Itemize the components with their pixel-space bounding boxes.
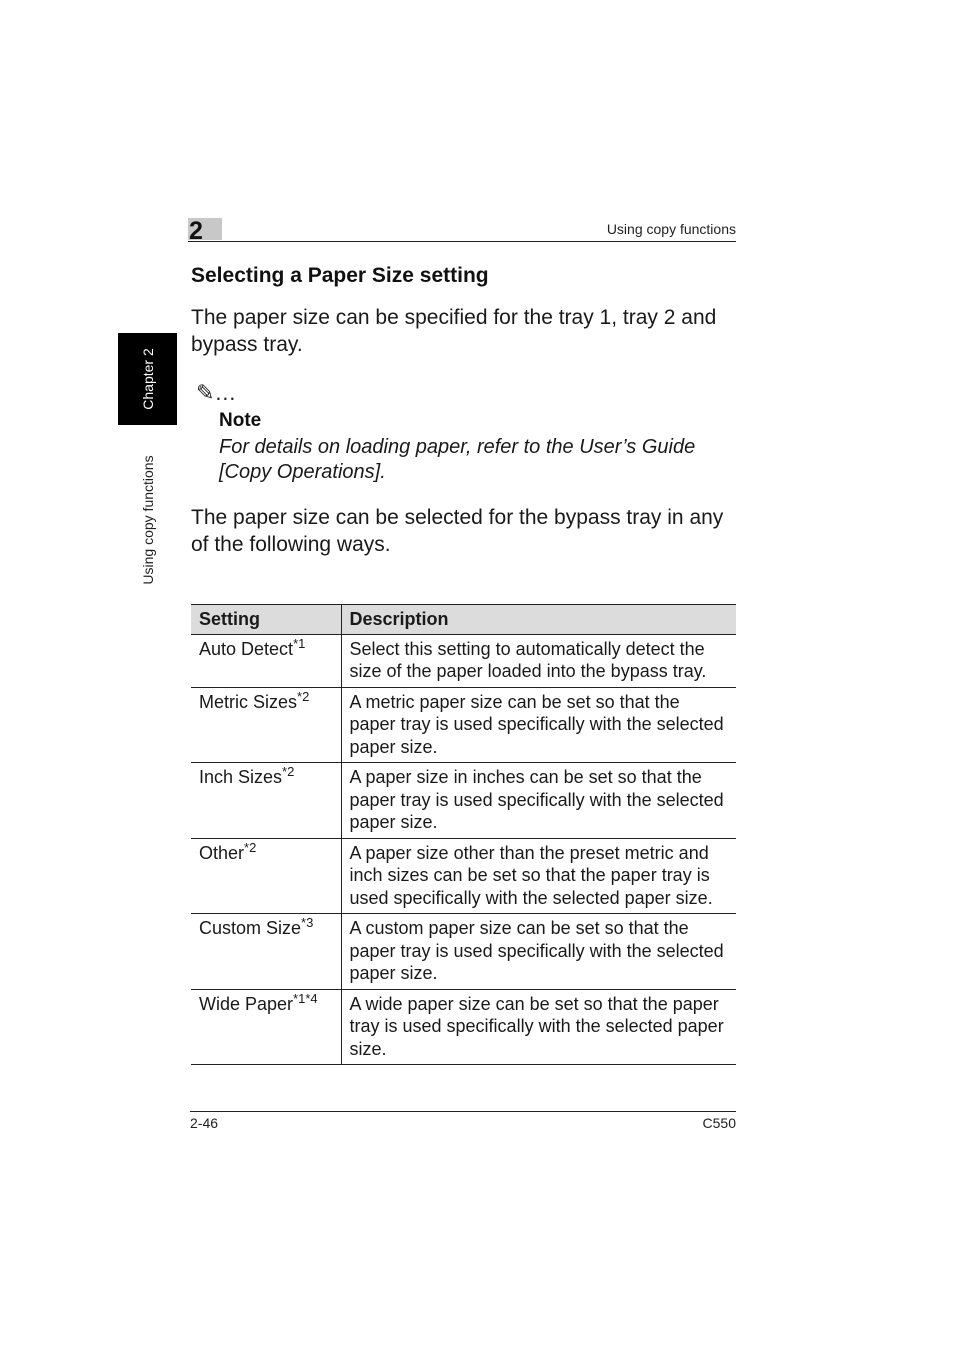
setting-name: Custom Size	[199, 918, 302, 938]
description-cell: A custom paper size can be set so that the paper tray is used specifically with the selected paper size.	[341, 914, 736, 990]
setting-name: Metric Sizes	[199, 691, 298, 712]
footnote-mark: *1	[293, 635, 306, 651]
header-rule	[188, 241, 736, 242]
model-name: C550	[702, 1115, 736, 1131]
column-header-description: Description	[341, 605, 736, 635]
footnote-mark: *2	[297, 688, 310, 704]
section-side-label: Using copy functions	[139, 455, 156, 585]
description-cell: A paper size in inches can be set so that the paper tray is used specifically with the selected paper size.	[341, 763, 736, 839]
description-cell: A metric paper size can be set so that the paper tray is used specifically with the selected paper size.	[341, 687, 736, 763]
footnote-mark: *1*4	[293, 990, 318, 1006]
column-header-setting: Setting	[191, 605, 341, 635]
table-row	[191, 838, 736, 914]
setting-name: Auto Detect	[199, 638, 294, 659]
table-row	[191, 634, 736, 687]
description-cell: A paper size other than the preset metric and inch sizes can be set so that the paper tray is used specifically with the selected paper size.	[341, 838, 736, 914]
table-header-row	[191, 605, 736, 635]
setting-name: Wide Paper	[199, 993, 294, 1014]
note-label: Note	[219, 410, 262, 431]
setting-cell	[191, 763, 341, 839]
table-row	[191, 914, 736, 990]
section-title: Selecting a Paper Size setting	[191, 264, 489, 287]
footer-rule	[190, 1111, 736, 1112]
setting-cell	[191, 914, 341, 990]
table-row	[191, 763, 736, 839]
setting-cell	[191, 989, 341, 1065]
lead-paragraph: The paper size can be selected for the bypass tray in any of the following ways.	[191, 506, 724, 556]
description-cell: Select this setting to automatically detect the size of the paper loaded into the bypass tray.	[341, 634, 736, 687]
paper-size-settings-table	[191, 604, 736, 1065]
intro-paragraph: The paper size can be specified for the tray 1, tray 2 and bypass tray.	[191, 306, 717, 356]
footnote-mark: *3	[301, 915, 314, 930]
setting-name: Inch Sizes	[199, 767, 283, 787]
setting-cell	[191, 838, 341, 914]
section-side-label-box	[118, 440, 177, 600]
setting-cell	[191, 634, 341, 687]
chapter-side-tab-label: Chapter 2	[139, 348, 156, 410]
note-pencil-icon: ✎…	[196, 380, 237, 405]
setting-cell	[191, 687, 341, 763]
table-row	[191, 989, 736, 1065]
chapter-number: 2	[189, 217, 203, 245]
page-number: 2-46	[190, 1115, 219, 1131]
running-title: Using copy functions	[606, 221, 736, 237]
chapter-side-tab	[118, 333, 177, 425]
table-row	[191, 687, 736, 763]
footnote-mark: *2	[282, 764, 295, 779]
footnote-mark: *2	[244, 839, 257, 855]
note-text: For details on loading paper, refer to the User’s Guide [Copy Operations].	[219, 436, 696, 483]
description-cell: A wide paper size can be set so that the paper tray is used specifically with the selected paper size.	[341, 989, 736, 1065]
setting-name: Other	[199, 842, 245, 863]
